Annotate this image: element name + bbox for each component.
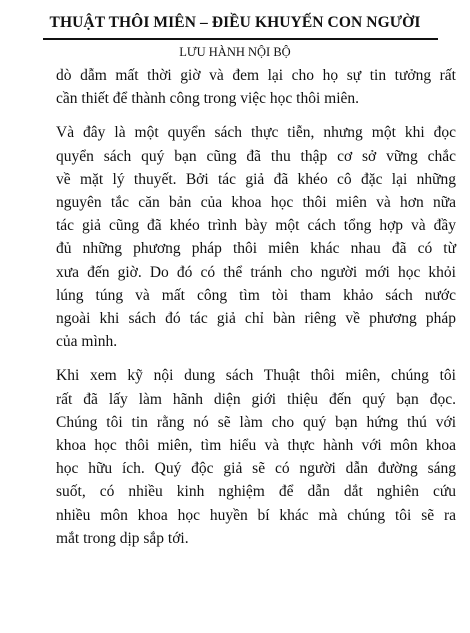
text-line: khoa học thôi miên, tìm hiểu và thực hành với môn khoa	[56, 437, 456, 455]
text-line: cần thiết để thành công trong việc học thôi miên.	[56, 90, 360, 108]
text-line: Và đây là một quyển sách thực tiễn, nhưng một khi đọc	[56, 124, 456, 142]
paragraph-3	[56, 364, 456, 550]
paragraph-1	[56, 64, 456, 110]
text-line: nguyên tắc căn bản của khoa học thôi miên và hơn nữa	[56, 194, 456, 212]
running-header-title: THUẬT THÔI MIÊN – ĐIỀU KHUYẾN CON NGƯỜI	[49, 14, 421, 31]
text-line: Khi xem kỹ nội dung sách Thuật thôi miên, chúng tôi	[56, 367, 456, 385]
text-line: xưa đến giờ. Do đó có thể tránh cho người mới học khỏi	[56, 263, 456, 281]
running-header-subtitle: LƯU HÀNH NỘI BỘ	[179, 45, 291, 59]
text-line: nhiều môn khoa học huyền bí khác mà chúng tôi sẽ ra	[56, 506, 456, 524]
text-line: lúng túng và mất công tìm tòi tham khảo sách nước	[56, 286, 456, 304]
text-line: ngoài khi sách đó tác giả chỉ bàn riêng về phương pháp	[56, 310, 456, 328]
header-divider	[43, 38, 438, 40]
text-line: của mình.	[56, 333, 118, 351]
text-line: đủ những phương pháp thôi miên khác nhau đã có từ	[56, 240, 456, 258]
text-line: dò dẫm mất thời giờ và đem lại cho họ sự tin tưởng rất	[56, 67, 456, 84]
text-line: mắt trong dịp sắp tới.	[56, 529, 189, 547]
paragraph-2	[56, 121, 456, 353]
text-line: suốt, có nhiều kinh nghiệm để dẫn dắt nghiên cứu	[56, 483, 456, 501]
text-line: Chúng tôi tin rằng nó sẽ làm cho quý bạn hứng thú với	[56, 413, 456, 431]
text-line: học hữu ích. Quý độc giả sẽ có người dẫn đường sáng	[56, 460, 456, 478]
text-line: về mặt lý thuyết. Bởi tác giả đã khéo cô đặc lại những	[56, 170, 456, 188]
text-line: rất đã lấy làm hãnh diện giới thiệu đến quý bạn đọc.	[56, 390, 456, 408]
body-text	[56, 64, 456, 550]
text-line: tác giả cũng đã khéo trình bày một cách tổng hợp và đầy	[56, 217, 456, 235]
text-line: quyển sách quý bạn cũng đã thu thập cơ sở vững chắc	[56, 147, 456, 165]
